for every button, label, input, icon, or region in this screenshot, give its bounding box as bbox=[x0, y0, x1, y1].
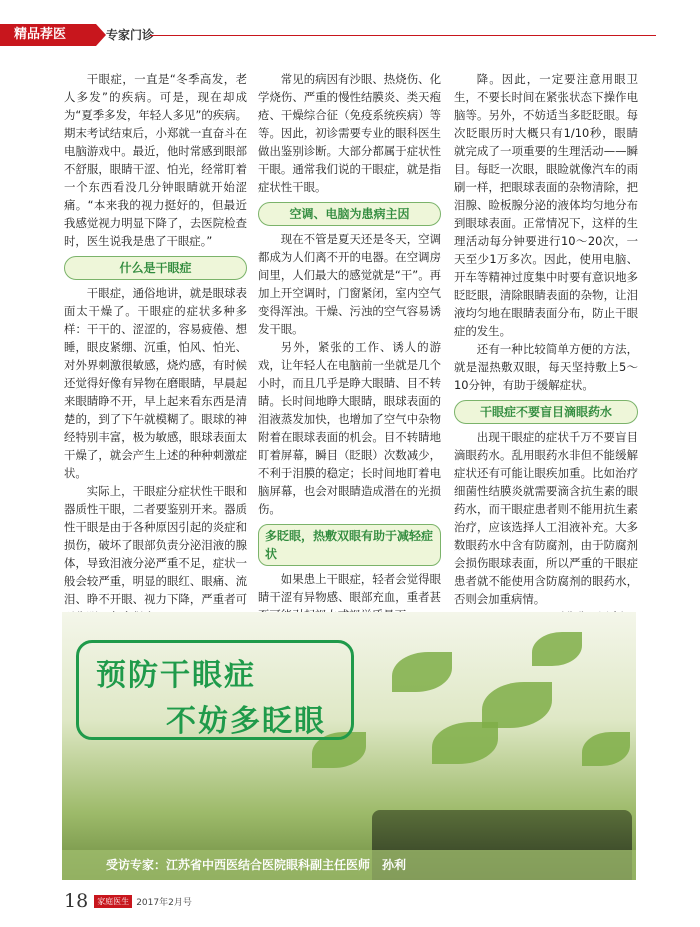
section-heading: 什么是干眼症 bbox=[64, 256, 247, 280]
page-number: 18 bbox=[64, 890, 89, 912]
header-rule bbox=[150, 35, 656, 36]
paragraph: 实际上，干眼症分症状性干眼和器质性干眼，二者要鉴别开来。器质性干眼是由于各种原因引起的炎症和损伤，破坏了眼部负责分泌泪液的腺体，导致泪液分泌严重不足，症状一般会较严重，明显的眼红、眼痛、流泪、睁不开眼、视力下降，严重者可 bbox=[64, 484, 247, 606]
article-column-2 bbox=[258, 70, 441, 630]
paragraph: 常见的病因有沙眼、热烧伤、化学烧伤、严重的慢性结膜炎、类天疱疮、干燥综合征（免疫系统疾病）等等。因此，初诊需要专业的眼科医生做出鉴别诊断。大部分都属于症状性干眼。通常我们说的干眼症，就是指症状性干眼。 bbox=[258, 72, 441, 194]
page-header bbox=[0, 24, 700, 46]
magazine-logo: 家庭医生 bbox=[94, 895, 132, 908]
paragraph: 干眼症，一直是“冬季高发，老人多发”的疾病。可是，现在却成为“夏季多发，年轻人多见”的疾病。期末考试结束后，小郑就一直奋斗在电脑游戏中。最近，他时常感到眼部不舒服，眼睛干涩、怕光，经常盯着一个东西看没几分钟眼睛就开始涩痛。“本来我的视力挺好的，但最近我感觉视力明显下降了，去医院检查时，医生说我是患了干眼症。” bbox=[64, 72, 247, 248]
banner-title-line2: 不妨多眨眼 bbox=[166, 704, 326, 739]
page-footer bbox=[64, 889, 192, 913]
leaf-shape bbox=[532, 632, 582, 666]
section-heading: 干眼症不要盲目滴眼药水 bbox=[454, 400, 638, 424]
paragraph: 降。因此，一定要注意用眼卫生，不要长时间在紧张状态下操作电脑等。另外，不妨适当多眨眨眼。每次眨眼历时大概只有1/10秒，眼睛就完成了一项重要的生理活动——瞬目。每眨一次眼，眼睑就像汽车的雨刷一样，把眼球表面的杂物清除，把泪腺、睑板腺分泌的液体均匀地分布到眼球表面。正常情况下，这样的生理活动每分钟要进行10～20次，一天至少1万多次。因此，使用电脑、开车等精神过度集中时要有意识地多眨眨眼，清除眼睛表面的杂物，让泪液均匀地在眼睛表面分布，防止干眼症的发生。 bbox=[454, 72, 638, 338]
paragraph: 另外，紧张的工作、诱人的游戏，让年轻人在电脑前一坐就是几个小时，而且几乎是睁大眼睛、目不转睛。长时间地睁大眼睛，眼球表面的泪液蒸发加快，也增加了空气中杂物附着在眼球表面的机会。目不转睛地盯着屏幕，瞬目（眨眼）次数减少，不利于泪膜的稳定；长时间地盯着电脑屏幕，也会对眼睛造成潜在的光损伤。 bbox=[258, 340, 441, 516]
section-tag: 精品荐医 bbox=[0, 24, 96, 46]
paragraph: 出现干眼症的症状千万不要盲目滴眼药水。乱用眼药水非但不能缓解症状还有可能让眼疾加重。比如治疗细菌性结膜炎就需要滴含抗生素的眼药水，而干眼症患者则不能用抗生素治疗，应该选择人工泪液补充。大多数眼药水中含有防腐剂，由于防腐剂会损伤眼球表面，所以严重的干眼症患者就不能使用含防腐剂的眼药水，否则会加重病情。 bbox=[454, 430, 638, 606]
subsection-label: 专家门诊 bbox=[106, 28, 155, 42]
issue-label: 2017年2月号 bbox=[136, 897, 192, 908]
article-column-1 bbox=[64, 70, 247, 630]
leaf-shape bbox=[432, 722, 498, 764]
paragraph: 如果患上干眼症，轻者会觉得眼睛干涩有异物感、眼部充血，重者甚 bbox=[258, 572, 441, 604]
leaf-shape bbox=[392, 652, 452, 692]
section-heading: 空调、电脑为患病主因 bbox=[258, 202, 441, 226]
paragraph: 干眼症，通俗地讲，就是眼球表面太干燥了。干眼症的症状多种多样：干干的、涩涩的，容易疲倦、想睡，眼皮紧绷、沉重，怕风、怕光、对外界刺激很敏感，烧灼感，有时候还觉得好像有异物在磨眼睛，早晨起来眼睛睁不开，早上起来看东西是清楚的，到了下午就模糊了。眼球的神经特别丰富，极为敏感，眼球表面太干燥了，就会产生上述的种种刺激症状。 bbox=[64, 286, 247, 480]
leaf-shape bbox=[582, 732, 630, 766]
article-column-3 bbox=[454, 70, 638, 630]
section-heading: 多眨眼，热敷双眼有助于减轻症状 bbox=[258, 524, 441, 566]
paragraph: 还有一种比较简单方便的方法，就是湿热敷双眼，每天坚持敷上5～10分钟，有助于缓解症状。 bbox=[454, 342, 638, 392]
expert-caption: 受访专家：江苏省中西医结合医院眼科副主任医师 孙利 bbox=[62, 850, 636, 880]
banner-title-line1: 预防干眼症 bbox=[96, 658, 256, 693]
paragraph: 现在不管是夏天还是冬天，空调都成为人们离不开的电器。在空调房间里，人们最大的感觉就是“干”。再加上开空调时，门窗紧闭，室内空气变得浑浊。干燥、污浊的空气容易诱发干眼。 bbox=[258, 232, 441, 336]
